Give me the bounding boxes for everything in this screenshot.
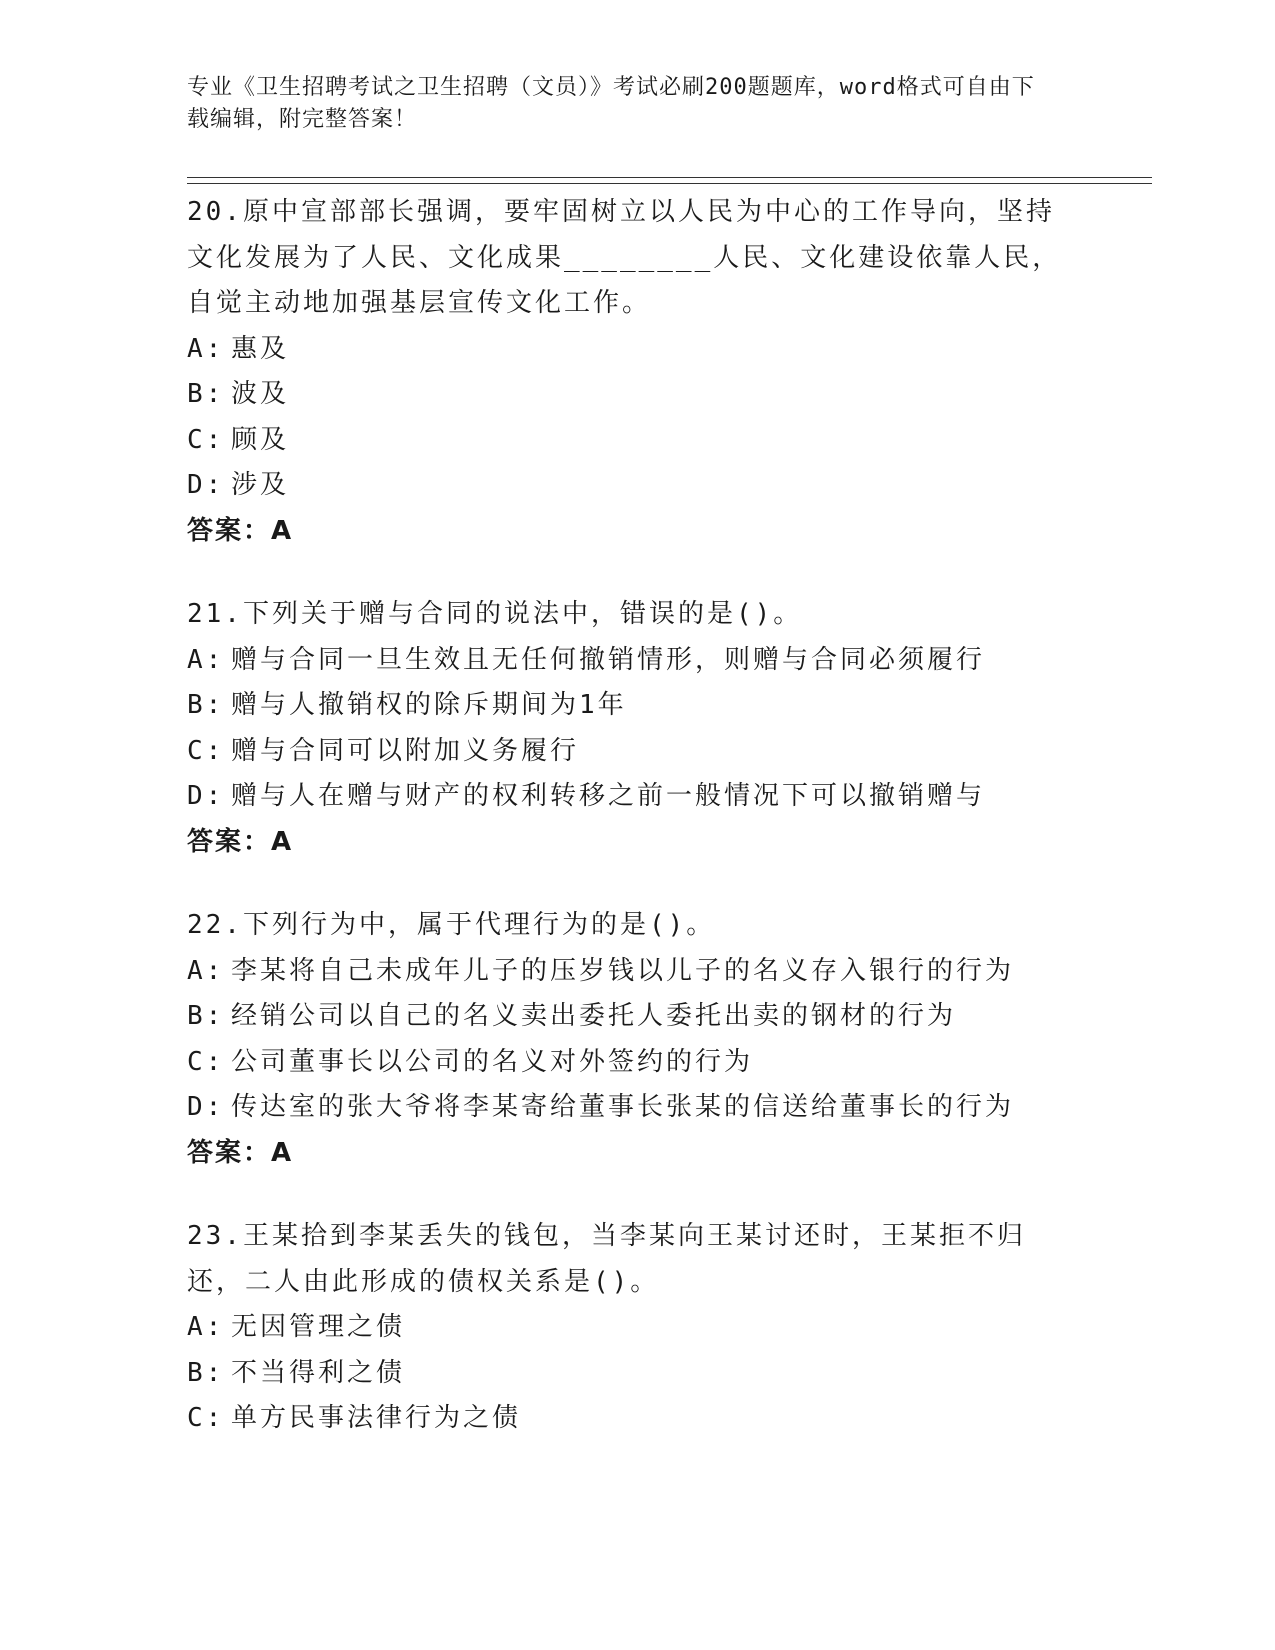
option-text: 波及 [231, 379, 290, 409]
option-a [187, 1305, 1152, 1351]
option-key: C: [187, 424, 225, 455]
option-a [187, 949, 1152, 995]
option-text: 李某将自己未成年儿子的压岁钱以儿子的名义存入银行的行为 [231, 955, 1015, 986]
option-text: 赠与人撤销权的除斥期间为1年 [231, 690, 627, 720]
document-header: 专业《卫生招聘考试之卫生招聘（文员）》考试必刷200题题库，word格式可自由下载编辑，附完整答案！ [187, 75, 1035, 132]
option-key: D: [187, 781, 225, 811]
option-key: B: [187, 1357, 225, 1388]
option-key: D: [187, 470, 225, 500]
answer-line: 答案：A [187, 826, 294, 857]
option-key: A: [187, 644, 225, 675]
question-stem: 23.王某拾到李某丢失的钱包，当李某向王某讨还时，王某拒不归还，二人由此形成的债权关系是()。 [187, 1221, 1026, 1297]
option-c [187, 729, 1152, 775]
option-text: 经销公司以自己的名义卖出委托人委托出卖的钢材的行为 [231, 1001, 957, 1031]
question-21 [187, 592, 1152, 865]
option-text: 赠与人在赠与财产的权利转移之前一般情况下可以撤销赠与 [231, 781, 986, 811]
option-key: C: [187, 1403, 225, 1433]
question-22 [187, 903, 1152, 1176]
option-key: A: [187, 333, 225, 364]
option-key: D: [187, 1092, 225, 1122]
option-d [187, 1085, 1152, 1131]
option-text: 公司董事长以公司的名义对外签约的行为 [231, 1046, 754, 1077]
option-c [187, 1396, 1152, 1442]
option-c [187, 1040, 1152, 1086]
option-text: 单方民事法律行为之债 [231, 1403, 522, 1433]
option-text: 传达室的张大爷将李某寄给董事长张某的信送给董事长的行为 [231, 1092, 1015, 1122]
option-key: C: [187, 1046, 225, 1077]
answer-line: 答案：A [187, 1137, 294, 1168]
option-a [187, 638, 1152, 684]
question-stem: 21.下列关于赠与合同的说法中，错误的是()。 [187, 599, 803, 629]
question-stem: 22.下列行为中，属于代理行为的是()。 [187, 910, 716, 940]
option-a [187, 327, 1152, 373]
option-d [187, 774, 1152, 820]
question-stem: 20.原中宣部部长强调，要牢固树立以人民为中心的工作导向，坚持文化发展为了人民、文化成果________人民、文化建设依靠人民，自觉主动地加强基层宣传文化工作。 [187, 197, 1062, 318]
option-text: 不当得利之债 [231, 1357, 406, 1388]
option-b [187, 372, 1152, 418]
option-text: 赠与合同可以附加义务履行 [231, 735, 580, 766]
option-key: A: [187, 955, 225, 986]
question-23 [187, 1214, 1152, 1442]
question-20 [187, 190, 1152, 554]
option-key: A: [187, 1312, 225, 1342]
option-key: B: [187, 1001, 225, 1031]
option-key: B: [187, 379, 225, 409]
option-b [187, 683, 1152, 729]
option-b [187, 1351, 1152, 1397]
option-key: B: [187, 690, 225, 720]
option-d [187, 463, 1152, 509]
header-divider [187, 177, 1152, 184]
option-text: 惠及 [231, 333, 290, 364]
option-text: 顾及 [231, 424, 290, 455]
option-c [187, 418, 1152, 464]
option-text: 无因管理之债 [231, 1312, 406, 1342]
option-text: 涉及 [231, 470, 290, 500]
question-list [187, 190, 1152, 1480]
option-text: 赠与合同一旦生效且无任何撤销情形，则赠与合同必须履行 [231, 644, 986, 675]
option-key: C: [187, 735, 225, 766]
option-b [187, 994, 1152, 1040]
answer-line: 答案：A [187, 515, 294, 546]
